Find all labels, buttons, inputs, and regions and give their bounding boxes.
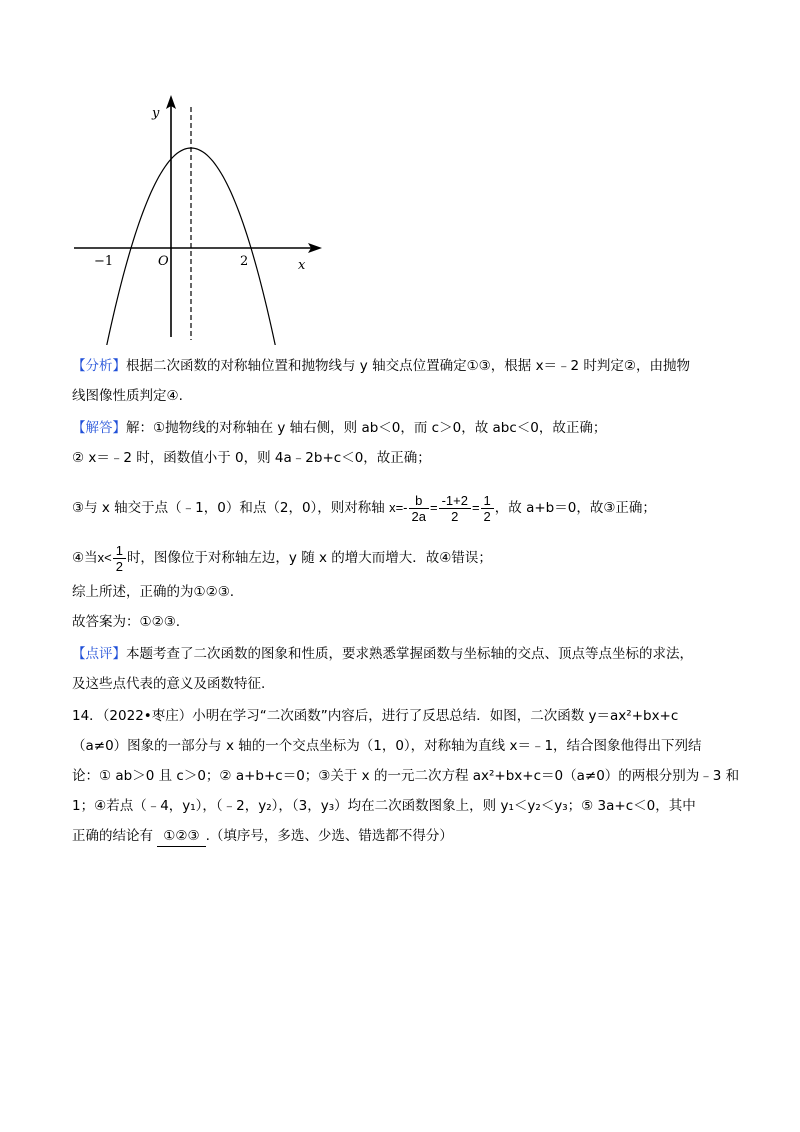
solution-line-1 xyxy=(72,418,606,438)
problem14-line-1 xyxy=(72,706,678,726)
fraction-numerator: 1 xyxy=(113,543,126,559)
solution-tag: 【解答】 xyxy=(72,420,126,436)
problem14-text-1: 14．（2022•枣庄）小明在学习“二次函数”内容后，进行了反思总结．如图，二次函数 y＝ax²+bx+c xyxy=(72,708,679,724)
problem14-text-5-pre: 正确的结论有 xyxy=(72,828,153,844)
fraction-one-half xyxy=(481,493,494,524)
problem14-text-3: 论：① ab＞0 且 c＞0；② a+b+c＝0；③关于 x 的一元二次方程 ax²+bx+c＝0（a≠0）的两根分别为﹣3 和 xyxy=(72,768,740,784)
comment-line-1 xyxy=(72,644,693,664)
analysis-line-2 xyxy=(72,386,183,406)
solution-text-3-post: ，故 a+b＝0，故③正确； xyxy=(494,500,656,516)
equals-sign: = xyxy=(429,500,438,515)
problem14-line-3 xyxy=(72,766,739,786)
parabola-graph xyxy=(70,95,330,345)
fraction-denominator: 2 xyxy=(451,508,459,524)
origin-label: O xyxy=(158,254,169,269)
problem14-text-5-post: .（填序号，多选、少选、错选都不得分） xyxy=(205,828,453,844)
solution-text-5: 综上所述，正确的为①②③. xyxy=(72,584,235,600)
analysis-text-2: 线图像性质判定④. xyxy=(72,388,183,404)
fraction-denominator: 2 xyxy=(483,508,491,524)
solution-text-1: 解：①抛物线的对称轴在 y 轴右侧，则 ab＜0，而 c＞0，故 abc＜0，故正确； xyxy=(126,420,607,436)
comment-text-1: 本题考查了二次函数的图象和性质，要求熟悉掌握函数与坐标轴的交点、顶点等点坐标的求法， xyxy=(126,646,693,662)
problem14-text-2: （a≠0）图象的一部分与 x 轴的一个交点坐标为（1，0），对称轴为直线 x＝﹣1，结合图象他得出下列结 xyxy=(72,738,702,754)
solution-text-4-post: 时，图像位于对称轴左边，y 随 x 的增大而增大．故④错误； xyxy=(126,550,492,566)
solution-line-5 xyxy=(72,582,234,602)
problem14-line-2 xyxy=(72,736,702,756)
solution-line-4 xyxy=(72,538,492,578)
x-tick-label-2: 2 xyxy=(240,254,249,269)
analysis-text-1: 根据二次函数的对称轴位置和抛物线与 y 轴交点位置确定①③，根据 x＝﹣2 时判定②，由抛物 xyxy=(126,358,691,374)
fraction-b-over-2a xyxy=(409,493,429,524)
equals-sign: = xyxy=(471,500,480,515)
comment-line-2 xyxy=(72,674,265,694)
x-tick-label-neg1: −1 xyxy=(94,254,114,269)
comment-tag: 【点评】 xyxy=(72,646,126,662)
solution-text-3-pre: ③与 x 轴交于点（﹣1，0）和点（2，0），则对称轴 xyxy=(72,500,385,516)
y-axis-label: y xyxy=(152,106,160,121)
fraction-denominator: 2a xyxy=(411,508,426,524)
fraction-one-half xyxy=(113,543,126,574)
fraction-sum-over-2 xyxy=(439,493,471,524)
problem14-line-5 xyxy=(72,826,453,847)
fraction-denominator: 2 xyxy=(115,558,123,574)
problem14-line-4 xyxy=(72,796,696,816)
solution-text-2: ② x＝﹣2 时，函数值小于 0，则 4a﹣2b+c＜0，故正确； xyxy=(72,450,431,466)
solution-line-3 xyxy=(72,488,656,528)
fraction-numerator: -1+2 xyxy=(439,493,471,509)
answer-blank: ①②③ xyxy=(157,826,205,847)
solution-text-6: 故答案为：①②③. xyxy=(72,614,181,630)
solution-text-4-pre: ④当 xyxy=(72,550,98,566)
condition-x-less: x< xyxy=(97,550,112,565)
symmetry-x-prefix: x=- xyxy=(389,500,408,515)
analysis-tag: 【分析】 xyxy=(72,358,126,374)
analysis-line-1 xyxy=(72,356,690,376)
problem14-text-4: 1；④若点（﹣4，y₁），（﹣2，y₂），（3，y₃）均在二次函数图象上，则 y₁＜y₂＜y₃；⑤ 3a+c＜0，其中 xyxy=(72,798,696,814)
solution-line-2 xyxy=(72,448,431,468)
comment-text-2: 及这些点代表的意义及函数特征. xyxy=(72,676,266,692)
solution-line-6 xyxy=(72,612,180,632)
fraction-numerator: 1 xyxy=(481,493,494,509)
fraction-numerator: b xyxy=(409,493,429,509)
x-axis-label: x xyxy=(298,258,306,273)
